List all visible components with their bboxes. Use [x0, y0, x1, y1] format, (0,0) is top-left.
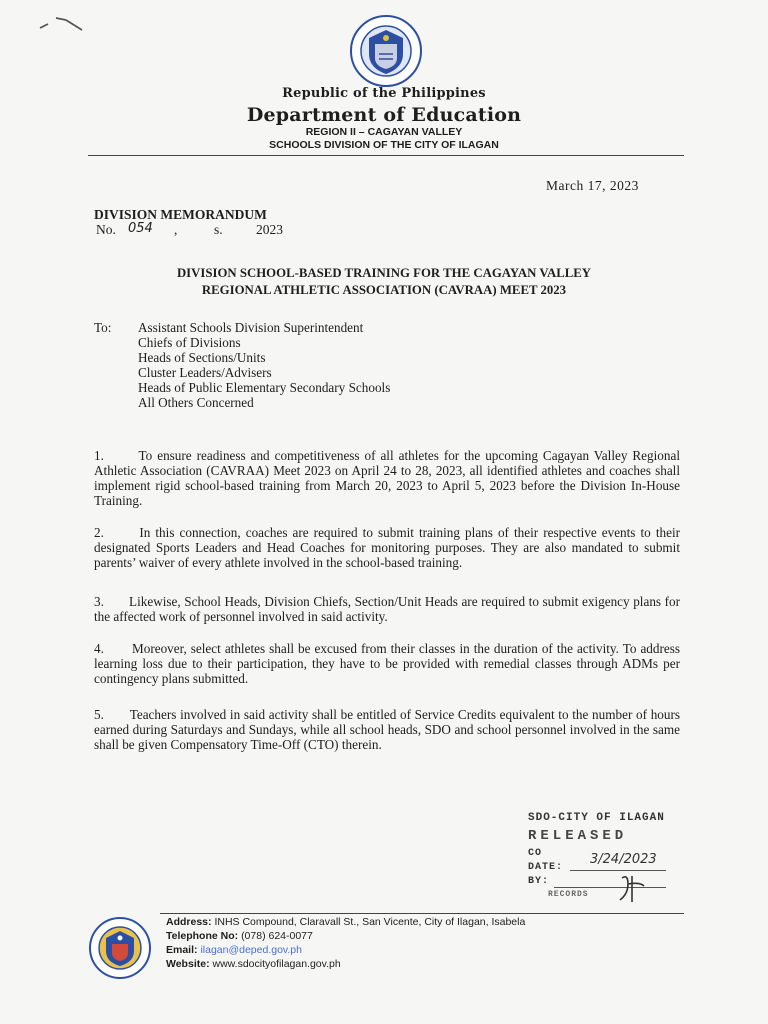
recipient-item: Cluster Leaders/Advisers: [138, 365, 272, 380]
division-line: SCHOOLS DIVISION OF THE CITY OF ILAGAN: [269, 139, 499, 151]
release-stamp: [526, 808, 686, 908]
subject-line-2: REGIONAL ATHLETIC ASSOCIATION (CAVRAA) MEET 2023: [201, 283, 567, 297]
paragraph-5: [94, 707, 680, 752]
memo-number-row: [94, 222, 294, 240]
recipient-list: [138, 320, 390, 410]
deped-seal-icon: [349, 14, 423, 88]
recipient-item: Chiefs of Divisions: [138, 335, 241, 350]
stamp-records: RECORDS: [548, 890, 589, 899]
header-divider: [88, 155, 684, 156]
recipient-item: Heads of Public Elementary Secondary Schools: [138, 380, 391, 395]
paragraph-text: Moreover, select athletes shall be excused from their classes in the duration of the activity. To address learning loss due to their participation, they have to be provided with remedial classes through ADMs per contingency plans submitted.: [94, 641, 680, 686]
website-link[interactable]: www.sdocityofilagan.gov.ph: [212, 958, 341, 970]
paragraph-3: [94, 594, 680, 624]
footer-divider: [160, 913, 684, 914]
paragraph-text: Teachers involved in said activity shall be entitled of Service Credits equivalent to the number of hours earned during Saturdays and Sundays, while all school heads, SDO and school personnel involved in the same shall be given Compensatory Time-Off (CTO) therein.: [94, 707, 680, 752]
footer-website: [166, 957, 341, 971]
address-label: Address:: [166, 916, 212, 928]
memo-comma: ,: [174, 222, 178, 237]
stamp-status: RELEASED: [528, 828, 628, 844]
telephone-value: (078) 624-0077: [241, 930, 313, 942]
department-title: Department of Education: [246, 104, 522, 126]
memo-year: 2023: [256, 222, 283, 237]
footer-telephone: [166, 929, 313, 943]
paragraph-number: 5.: [94, 707, 104, 722]
region-line: REGION II – CAGAYAN VALLEY: [305, 126, 463, 138]
paragraph-1: [94, 448, 680, 508]
stamp-office: SDO-CITY OF ILAGAN: [528, 812, 665, 824]
paragraph-text: Likewise, School Heads, Division Chiefs, Section/Unit Heads are required to submit exigency plans for the affected work of personnel involved in said activity.: [94, 594, 681, 624]
memo-no-label: No.: [96, 222, 116, 237]
to-label: To:: [94, 320, 112, 335]
recipient-item: Assistant Schools Division Superintendent: [138, 320, 364, 335]
footer-address: [166, 915, 525, 929]
paragraph-number: 2.: [94, 525, 104, 540]
stamp-by-label: BY:: [528, 876, 550, 887]
email-link[interactable]: ilagan@deped.gov.ph: [200, 944, 302, 956]
signature-icon: [614, 872, 654, 906]
memo-number: 054: [128, 221, 153, 236]
corner-mark: [36, 12, 86, 34]
paragraph-number: 4.: [94, 641, 104, 656]
memo-type: DIVISION MEMORANDUM: [94, 207, 267, 222]
recipient-item: Heads of Sections/Units: [138, 350, 266, 365]
memo-date: March 17, 2023: [546, 178, 639, 193]
paragraph-number: 3.: [94, 594, 104, 609]
email-label: Email:: [166, 944, 198, 956]
republic-line: Republic of the Philippines: [282, 86, 486, 101]
subject-line-1: DIVISION SCHOOL-BASED TRAINING FOR THE CAGAYAN VALLEY: [176, 266, 592, 280]
paragraph-2: [94, 525, 680, 570]
division-seal-icon: [88, 916, 152, 980]
paragraph-number: 1.: [94, 448, 104, 463]
address-value: INHS Compound, Claravall St., San Vicente, City of Ilagan, Isabela: [214, 916, 526, 928]
stamp-date-value: 3/24/2023: [590, 852, 657, 867]
stamp-co-label: CO: [528, 848, 543, 859]
paragraph-4: [94, 641, 680, 686]
stamp-date-underline: [570, 870, 666, 871]
website-label: Website:: [166, 958, 210, 970]
stamp-date-label: DATE:: [528, 862, 564, 873]
paragraph-text: To ensure readiness and competitiveness of all athletes for the upcoming Cagayan Valley Regional Athletic Association (CAVRAA) Meet 2023 on April 24 to 28, 2023, all identified athletes and coaches shall implement rigid school-based training from March 20, 2023 to April 5, 2023 before the Division In-House Training.: [94, 448, 680, 508]
telephone-label: Telephone No:: [166, 930, 239, 942]
paragraph-text: In this connection, coaches are required to submit training plans of their respective events to their designated Sports Leaders and Head Coaches for monitoring purposes. They are also mandated to submit parents’ waiver of every athlete involved in the school-based training.: [94, 525, 680, 570]
recipient-item: All Others Concerned: [138, 395, 254, 410]
footer-email: [166, 943, 302, 957]
memo-series-label: s.: [214, 222, 223, 237]
